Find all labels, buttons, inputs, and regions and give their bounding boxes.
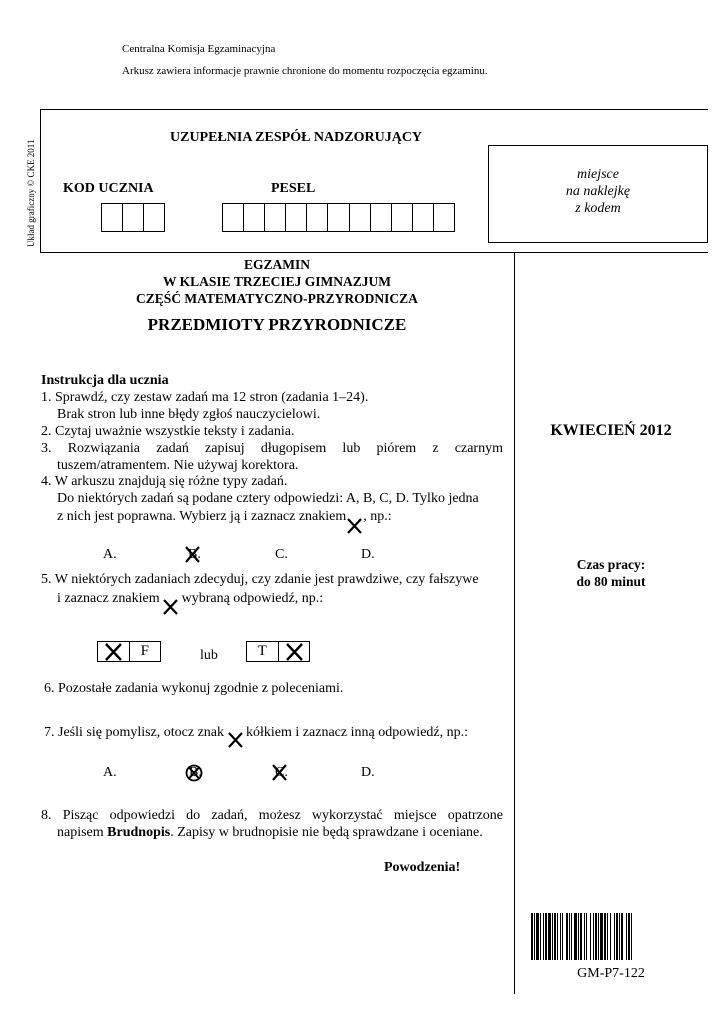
barcode-bar — [584, 913, 585, 960]
instruction-4c-text: z nich jest poprawna. Wybierz ją i zaznacz znakiem — [57, 509, 347, 524]
instruction-4c-suffix: , np.: — [363, 509, 392, 524]
barcode-bar — [628, 913, 630, 960]
barcode-bar — [616, 913, 618, 960]
legal-notice: Arkusz zawiera informacje prawnie chronione do momentu rozpoczęcia egzaminu. — [122, 65, 488, 77]
option-a: A. — [103, 547, 117, 562]
option-c-label-2: C. — [275, 765, 288, 780]
sidebar-copyright: Układ graficzny © CKE 2011 — [26, 139, 36, 247]
instruction-4b: Do niektórych zadań są podane cztery odpowiedzi: A, B, C, D. Tylko jedna — [57, 491, 479, 506]
barcode-bar — [569, 913, 570, 960]
instruction-3a: 3. Rozwiązania zadań zapisuj długopisem lub piórem z czarnym — [41, 441, 503, 456]
x-mark-icon — [286, 643, 303, 661]
barcode-bar — [574, 913, 577, 960]
instruction-4c — [57, 509, 392, 525]
instruction-7-suffix: kółkiem i zaznacz inną odpowiedź, np.: — [246, 725, 469, 740]
barcode-bar — [578, 913, 579, 960]
left-border — [40, 109, 41, 253]
barcode-bar — [536, 913, 539, 960]
or-word: lub — [200, 648, 218, 663]
barcode-bar — [554, 913, 556, 960]
tf-cell-false — [130, 642, 161, 661]
barcode-bar — [631, 913, 632, 960]
barcode-bar — [580, 913, 582, 960]
x-mark-icon — [185, 546, 200, 563]
sticker-line-1: miejsce — [577, 167, 619, 182]
barcode-bar — [614, 913, 615, 960]
instruction-6: 6. Pozostałe zadania wykonuj zgodnie z poleceniami. — [44, 681, 344, 696]
instruction-1a: 1. Sprawdź, czy zestaw zadań ma 12 stron (zadania 1–24). — [41, 390, 369, 405]
work-time-label: Czas pracy: — [576, 557, 646, 572]
pesel-boxes[interactable] — [222, 203, 455, 232]
barcode-bar — [545, 913, 547, 960]
instruction-8b — [57, 825, 483, 841]
barcode-bar — [595, 913, 597, 960]
exam-code: GM-P7-122 — [577, 966, 645, 981]
sticker-line-2: na naklejkę — [565, 184, 631, 199]
barcode-bar — [540, 913, 541, 960]
tf-true-label-2: T — [257, 643, 267, 659]
right-column-divider — [514, 252, 515, 994]
tf-true-label: P — [109, 643, 118, 659]
barcode-bar — [621, 913, 623, 960]
instructions-heading: Instrukcja dla ucznia — [41, 373, 169, 388]
barcode-bar — [560, 913, 561, 960]
tf-cell-false-2 — [279, 642, 310, 661]
barcode-bar — [610, 913, 611, 960]
barcode-bar — [590, 913, 591, 960]
barcode-bar — [626, 913, 627, 960]
exam-title-line-2: W KLASIE TRZECIEJ GIMNAZJUM — [163, 274, 391, 289]
tf-false-label: F — [140, 643, 149, 659]
org-name: Centralna Komisja Egzaminacyjna — [122, 43, 276, 55]
middle-border — [40, 252, 708, 253]
barcode-bar — [607, 913, 608, 960]
barcode-bar — [571, 913, 572, 960]
option-b-marked — [188, 547, 201, 563]
instruction-3b: tuszem/atramentem. Nie używaj korektora. — [57, 458, 299, 473]
x-mark-icon — [272, 764, 287, 781]
instruction-4a: 4. W arkuszu znajdują się różne typy zadań. — [41, 474, 288, 489]
x-mark-icon — [105, 643, 122, 661]
instruction-8a: 8. Pisząc odpowiedzi do zadań, możesz wykorzystać miejsce opatrzone — [41, 808, 503, 823]
instruction-8b-suffix: . Zapisy w brudnopisie nie będą sprawdzane i oceniane. — [170, 825, 483, 840]
instruction-1b: Brak stron lub inne błędy zgłoś nauczycielowi. — [57, 407, 321, 422]
instruction-5b-text: i zaznacz znakiem — [57, 591, 160, 606]
instruction-8b-text: napisem — [57, 825, 104, 840]
work-time — [514, 556, 708, 590]
barcode-bar — [593, 913, 594, 960]
instruction-5b-suffix: wybraną odpowiedź, np.: — [181, 591, 324, 606]
circled-x-mark-icon — [185, 764, 203, 782]
top-border — [40, 109, 708, 110]
sticker-line-3: z kodem — [575, 201, 621, 216]
option-c-marked — [275, 765, 288, 781]
option-d: D. — [361, 547, 375, 562]
barcode-bar — [604, 913, 606, 960]
barcode-bar — [586, 913, 587, 960]
barcode-bar — [534, 913, 535, 960]
barcode-bar — [600, 913, 603, 960]
scratchpad-term: Brudnopis — [107, 825, 171, 840]
option-d-2: D. — [361, 765, 375, 780]
instruction-5a: 5. W niektórych zadaniach zdecyduj, czy zdanie jest prawdziwe, czy fałszywe — [41, 572, 479, 587]
barcode-bar — [552, 913, 553, 960]
option-a-2: A. — [103, 765, 117, 780]
barcode-bar — [531, 913, 533, 960]
barcode-bar — [566, 913, 568, 960]
barcode-bar — [557, 913, 558, 960]
pesel-label: PESEL — [271, 181, 316, 196]
option-c: C. — [275, 547, 288, 562]
barcode-bar — [543, 913, 544, 960]
instruction-2: 2. Czytaj uważnie wszystkie teksty i zadania. — [41, 424, 295, 439]
exam-subject: PRZEDMIOTY PRZYRODNICZE — [147, 315, 407, 334]
true-false-example-2 — [246, 641, 310, 662]
barcode — [531, 913, 688, 960]
true-false-example-1 — [97, 641, 161, 662]
exam-title-line-3: CZĘŚĆ MATEMATYCZNO-PRZYRODNICZA — [136, 291, 418, 306]
student-code-boxes[interactable] — [101, 203, 165, 232]
barcode-bar — [562, 913, 563, 960]
sticker-box — [488, 145, 708, 243]
barcode-bar — [619, 913, 620, 960]
instruction-7 — [44, 725, 468, 741]
barcode-bar — [598, 913, 599, 960]
exam-title-line-1: EGZAMIN — [243, 257, 310, 272]
tf-cell-true-2 — [247, 642, 279, 661]
option-b-circled — [189, 765, 202, 781]
option-b-label: B. — [188, 547, 201, 562]
instruction-5b — [57, 591, 323, 607]
option-b-label-2: B. — [189, 765, 202, 780]
exam-date: KWIECIEŃ 2012 — [550, 422, 672, 439]
student-code-label: KOD UCZNIA — [63, 181, 154, 196]
closing-wish: Powodzenia! — [384, 860, 461, 875]
barcode-bar — [548, 913, 551, 960]
instruction-7-text: 7. Jeśli się pomylisz, otocz znak — [44, 725, 225, 740]
exam-title — [40, 256, 514, 307]
work-time-value: do 80 minut — [576, 574, 646, 589]
tf-false-label-2: N — [288, 643, 300, 659]
tf-cell-true — [98, 642, 130, 661]
sticker-text — [489, 166, 707, 217]
proctor-title: UZUPEŁNIA ZESPÓŁ NADZORUJĄCY — [170, 130, 423, 145]
